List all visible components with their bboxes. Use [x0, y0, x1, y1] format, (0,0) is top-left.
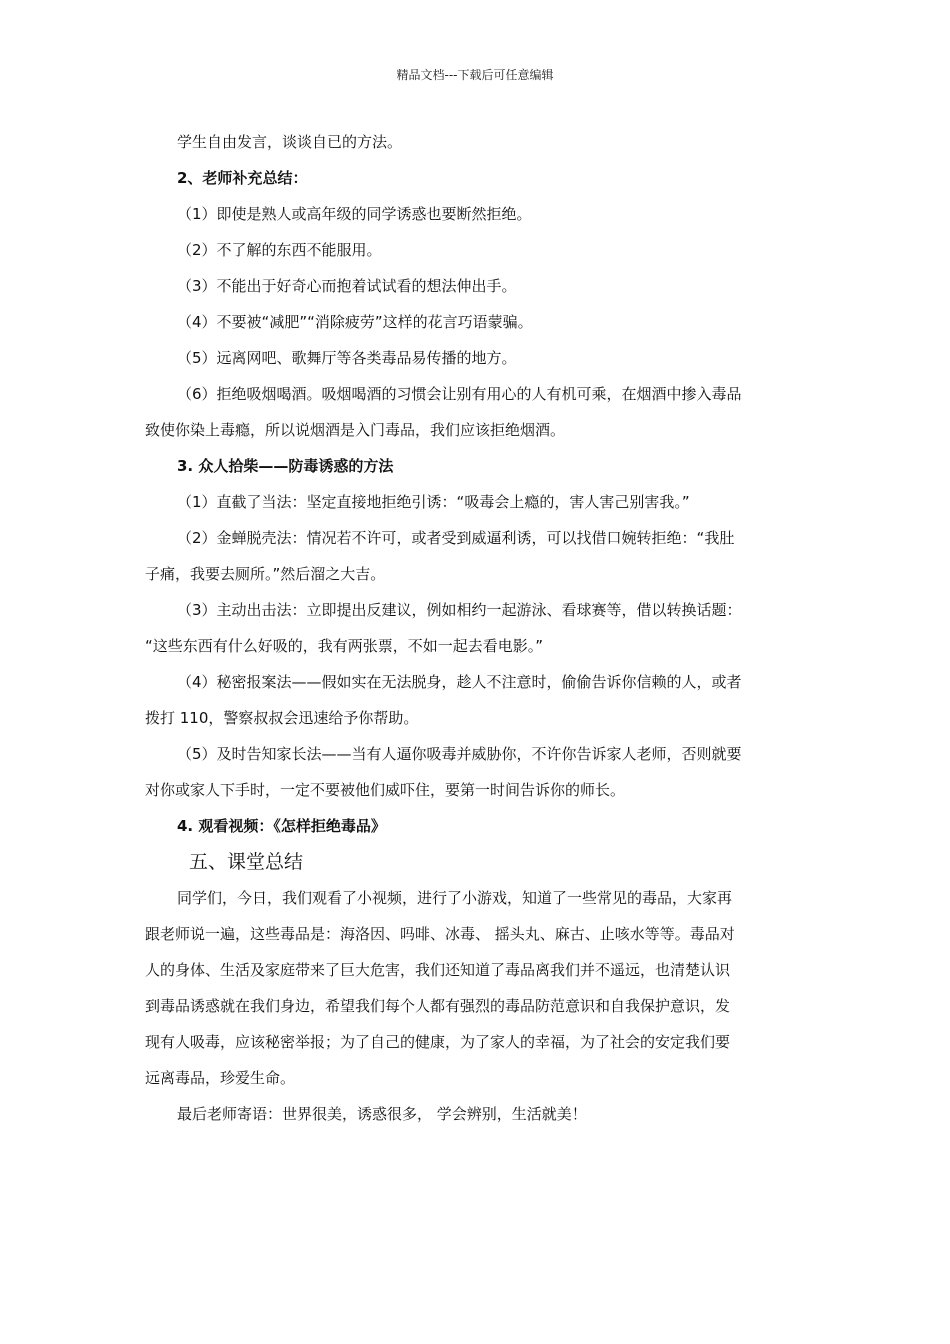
summary-item-3: （3）不能出于好奇心而抱着试试看的想法伸出手。: [177, 277, 517, 295]
summary-item-5: （5）远离网吧、歌舞厅等各类毒品易传播的地方。: [177, 349, 517, 367]
heading-teacher-summary: 2、老师补充总结：: [177, 169, 308, 187]
summary-item-2: （2）不了解的东西不能服用。: [177, 241, 382, 259]
method-item-2-line1: （2）金蝉脱壳法：情况若不许可，或者受到威逼利诱，可以找借口婉转拒绝：“我肚: [177, 529, 735, 547]
paragraph-student-speech: 学生自由发言，谈谈自已的方法。: [177, 133, 403, 151]
section-title-class-summary: 五、课堂总结: [189, 851, 304, 873]
conclusion-line5: 现有人吸毒，应该秘密举报；为了自己的健康，为了家人的幸福，为了社会的安定我们要: [145, 1033, 731, 1051]
method-item-4-line2: 拨打 110，警察叔叔会迅速给予你帮助。: [145, 709, 419, 727]
conclusion-line2: 跟老师说一遍，这些毒品是：海洛因、吗啡、冰毒、 摇头丸、麻古、止咳水等等。毒品对: [145, 925, 735, 943]
conclusion-line6: 远离毒品，珍爱生命。: [145, 1069, 296, 1087]
conclusion-line4: 到毒品诱惑就在我们身边，希望我们每个人都有强烈的毒品防范意识和自我保护意识，发: [145, 997, 731, 1015]
document-body: [145, 124, 810, 1132]
method-item-1: （1）直截了当法：坚定直接地拒绝引诱：“吸毒会上瘾的，害人害己别害我。”: [177, 493, 690, 511]
summary-item-6-line2: 致使你染上毒瘾，所以说烟酒是入门毒品，我们应该拒绝烟酒。: [145, 421, 566, 439]
summary-item-6-line1: （6）拒绝吸烟喝酒。吸烟喝酒的习惯会让别有用心的人有机可乘，在烟酒中掺入毒品: [177, 385, 742, 403]
method-item-5-line2: 对你或家人下手时，一定不要被他们威吓住，要第一时间告诉你的师长。: [145, 781, 626, 799]
method-item-2-line2: 子痛，我要去厕所。”然后溜之大吉。: [145, 565, 386, 583]
method-item-5-line1: （5）及时告知家长法——当有人逼你吸毒并威胁你，不许你告诉家人老师，否则就要: [177, 745, 742, 763]
page-header: 精品文档---下载后可任意编辑: [396, 68, 554, 82]
heading-video: 4. 观看视频：《怎样拒绝毒品》: [177, 817, 386, 835]
summary-item-1: （1）即使是熟人或高年级的同学诱惑也要断然拒绝。: [177, 205, 532, 223]
method-item-4-line1: （4）秘密报案法——假如实在无法脱身，趁人不注意时，偷偷告诉你信赖的人，或者: [177, 673, 742, 691]
heading-methods: 3. 众人拾柴——防毒诱惑的方法: [177, 457, 394, 475]
summary-item-4: （4）不要被“减肥”“消除疲劳”这样的花言巧语蒙骗。: [177, 313, 533, 331]
method-item-3-line2: “这些东西有什么好吸的，我有两张票，不如一起去看电影。”: [145, 637, 544, 655]
closing-message: 最后老师寄语：世界很美，诱惑很多， 学会辨别，生活就美！: [177, 1105, 587, 1123]
method-item-3-line1: （3）主动出击法：立即提出反建议，例如相约一起游泳、看球赛等，借以转换话题：: [177, 601, 742, 619]
conclusion-line3: 人的身体、生活及家庭带来了巨大危害，我们还知道了毒品离我们并不遥远，也清楚认识: [145, 961, 731, 979]
conclusion-line1: 同学们，今日，我们观看了小视频，进行了小游戏，知道了一些常见的毒品，大家再: [177, 889, 733, 907]
